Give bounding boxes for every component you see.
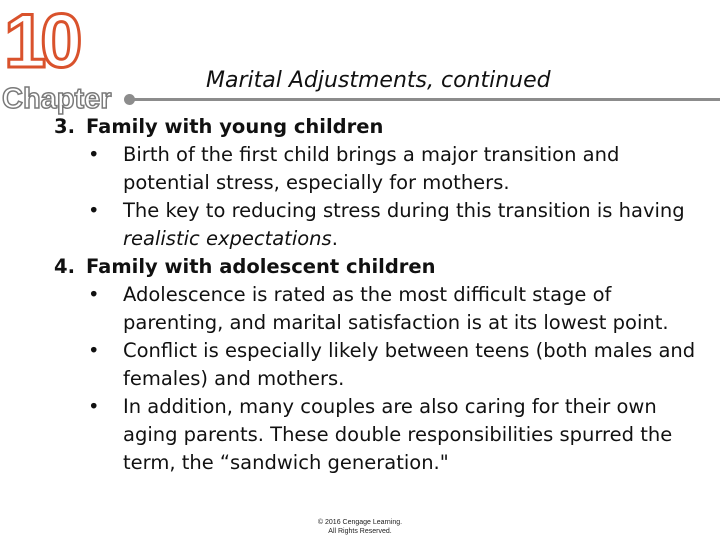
bullet-icon: • bbox=[88, 283, 100, 306]
bullet-text-post: . bbox=[331, 227, 338, 250]
bullet-item bbox=[54, 281, 704, 337]
rights-line: All Rights Reserved. bbox=[328, 528, 392, 535]
header-rule bbox=[134, 98, 720, 101]
bullet-text: In addition, many couples are also caring for their own aging parents. These double responsibilities spurred the term, the “sandwich generation." bbox=[123, 395, 673, 474]
bullet-icon: • bbox=[88, 339, 100, 362]
chapter-number: 10 bbox=[4, 0, 77, 84]
bullet-item bbox=[54, 197, 704, 253]
section-heading bbox=[54, 113, 704, 141]
slide-body bbox=[54, 113, 704, 477]
chapter-badge bbox=[0, 0, 130, 115]
bullet-text: Adolescence is rated as the most difficult stage of parenting, and marital satisfaction is at its lowest point. bbox=[123, 283, 669, 334]
slide-title: Marital Adjustments, continued bbox=[206, 68, 551, 93]
bullet-text-pre: The key to reducing stress during this transition is having bbox=[123, 199, 685, 222]
copyright-footer bbox=[300, 518, 420, 536]
section-number: 3. bbox=[54, 115, 75, 138]
bullet-item bbox=[54, 393, 704, 477]
bullet-item bbox=[54, 141, 704, 197]
section-number: 4. bbox=[54, 255, 75, 278]
bullet-text-emphasis: realistic expectations bbox=[123, 227, 332, 250]
section-heading bbox=[54, 253, 704, 281]
copyright-line: © 2016 Cengage Learning. bbox=[317, 519, 403, 526]
section-young-children bbox=[54, 113, 704, 253]
bullet-text: Conflict is especially likely between teens (both males and females) and mothers. bbox=[123, 339, 696, 390]
bullet-icon: • bbox=[88, 395, 100, 418]
section-adolescent-children bbox=[54, 253, 704, 477]
bullet-icon: • bbox=[88, 199, 100, 222]
section-heading-text: Family with adolescent children bbox=[86, 255, 436, 278]
bullet-text: Birth of the first child brings a major transition and potential stress, especially for mothers. bbox=[123, 143, 620, 194]
section-heading-text: Family with young children bbox=[86, 115, 384, 138]
bullet-item bbox=[54, 337, 704, 393]
chapter-label: Chapter bbox=[2, 83, 112, 115]
bullet-icon: • bbox=[88, 143, 100, 166]
